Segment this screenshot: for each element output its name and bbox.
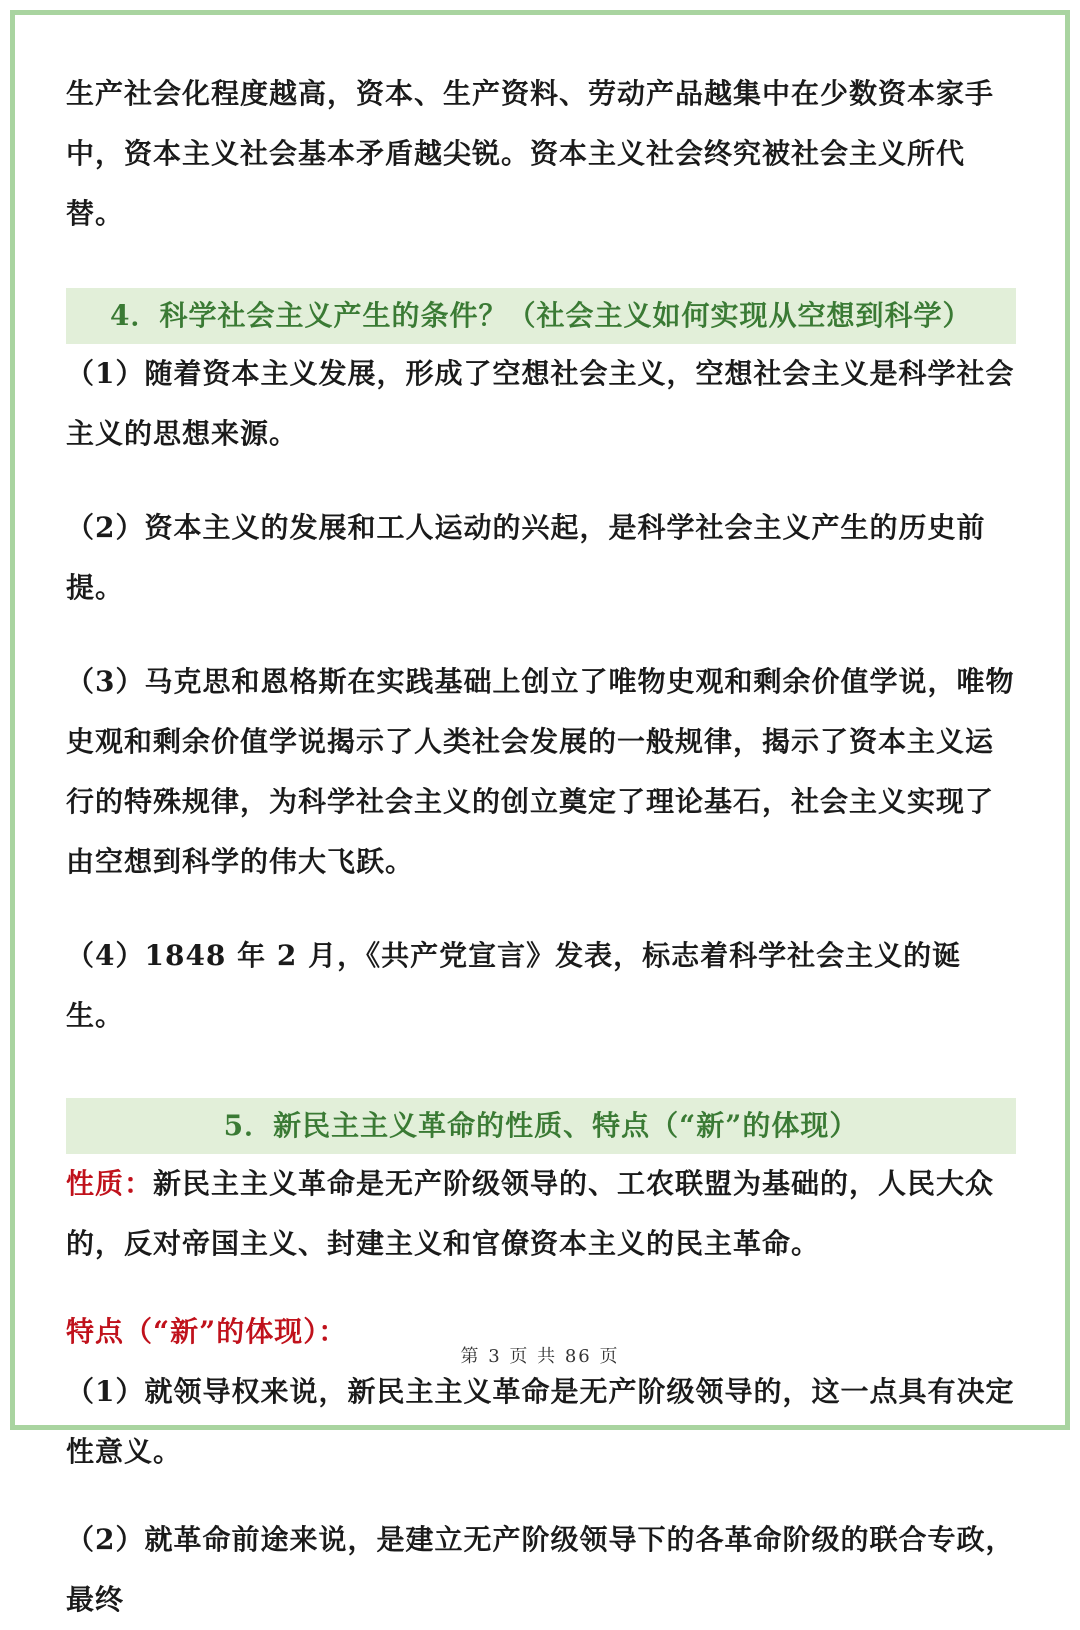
- nature-label: 性质：: [66, 1167, 154, 1200]
- features-label: 特点（“新”的体现）：: [66, 1315, 348, 1348]
- section-4-item-3: （3）马克思和恩格斯在实践基础上创立了唯物史观和剩余价值学说，唯物史观和剩余价值学说揭示了人类社会发展的一般规律，揭示了资本主义运行的特殊规律，为科学社会主义的创立奠定了理论基石，社会主义实现了由空想到科学的伟大飞跃。: [66, 665, 1015, 878]
- page-number: 第 3 页 共 86 页: [460, 1346, 620, 1367]
- nature-paragraph: [66, 1154, 1016, 1274]
- section-4-item-2: （2）资本主义的发展和工人运动的兴起，是科学社会主义产生的历史前提。: [66, 511, 986, 604]
- document-body: [66, 64, 1016, 1630]
- intro-paragraph: 生产社会化程度越高，资本、生产资料、劳动产品越集中在少数资本家手中，资本主义社会基本矛盾越尖锐。资本主义社会终究被社会主义所代替。: [66, 77, 995, 230]
- section-5-heading: 5．新民主主义革命的性质、特点（“新”的体现）: [66, 1098, 1016, 1154]
- features-item-1: （1）就领导权来说，新民主主义革命是无产阶级领导的，这一点具有决定性意义。: [66, 1375, 1015, 1468]
- section-4-heading: 4．科学社会主义产生的条件？（社会主义如何实现从空想到科学）: [66, 288, 1016, 344]
- section-4-item-1: （1）随着资本主义发展，形成了空想社会主义，空想社会主义是科学社会主义的思想来源。: [66, 357, 1015, 450]
- nature-text: 新民主主义革命是无产阶级领导的、工农联盟为基础的，人民大众的，反对帝国主义、封建主义和官僚资本主义的民主革命。: [66, 1167, 995, 1260]
- section-4-item-4: （4）1848 年 2 月，《共产党宣言》发表，标志着科学社会主义的诞生。: [66, 939, 962, 1032]
- features-item-2: （2）就革命前途来说，是建立无产阶级领导下的各革命阶级的联合专政，最终: [66, 1523, 1015, 1616]
